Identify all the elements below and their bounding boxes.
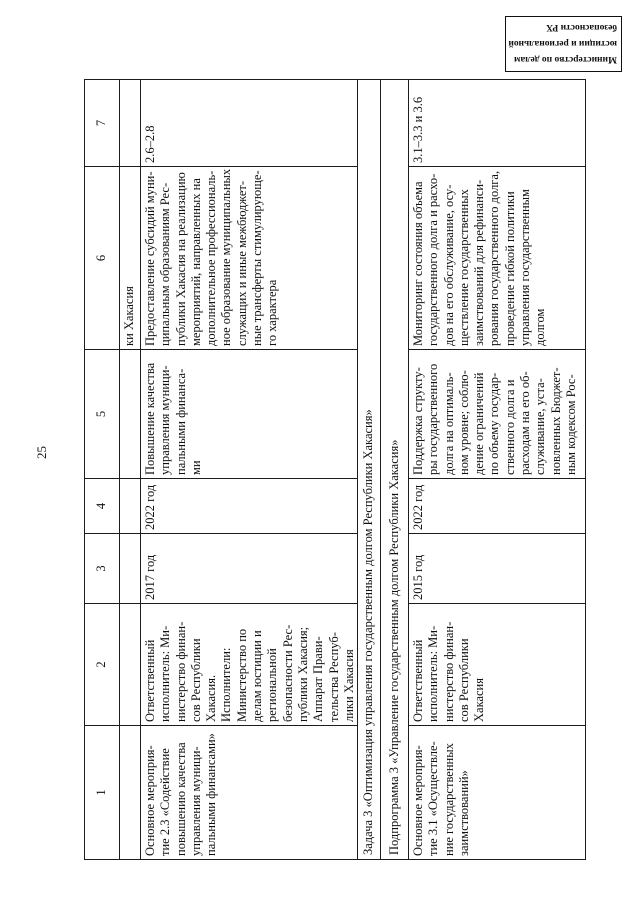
header-cell-1: 1	[85, 725, 120, 859]
cell-executor: Ответственный исполнитель: Ми- нистерство финан- сов Республики Хакасия	[409, 603, 586, 725]
header-cell-3: 3	[85, 533, 120, 603]
cell-result	[120, 349, 141, 478]
subprogram-heading: Подпрограмма 3 «Управление государственным долгом Республики Хакасия»	[381, 79, 409, 859]
cell-indicators	[120, 79, 141, 166]
cell-start-year: 2015 год	[409, 533, 586, 603]
cell-directions: ки Хакасия	[120, 166, 141, 349]
header-cell-7: 7	[85, 79, 120, 166]
task-heading: Задача 3 «Оптимизация управления государственным долгом Республики Хакасия»	[358, 79, 381, 859]
cell-result: Поддержка структу- ры государственного долга на оптималь- ном уровне; соблю- дение ограничений по объему государ- ственного долга и расходам на его об- служивание, уста- новленных Бюджет- ным кодексом Рос-	[409, 349, 586, 478]
header-cell-5: 5	[85, 349, 120, 478]
cell-start-year	[120, 533, 141, 603]
stamp-line: безопасности РХ	[546, 22, 617, 32]
cell-directions: Предоставление субсидий муни- ципальным образованиям Рес- публики Хакасия на реализацию мероприятий, направленных на дополнительное профессиональ- ное образование муниципальных служащих и иные межбюджет- ные трансферты стимулирующе- го характера	[141, 166, 358, 349]
program-table	[84, 79, 586, 860]
cell-measure	[120, 725, 141, 859]
cell-executor: Ответственный исполнитель: Ми- нистерство финан- сов Республики Хакасия. Исполнители: Министерство по делам юстиции и региональной безопасности Рес- публики Хакасия; Аппарат Прави- тельства Респуб- лики Хакасия	[141, 603, 358, 725]
cell-indicators: 3.1–3.3 и 3.6	[409, 79, 586, 166]
cell-directions: Мониторинг состояния объема государственного долга и расхо- дов на его обслуживание, осу- ществление государственных заимствований для рефинанси- рования государственного долга, проведение гибкой политики управления государственным долгом	[409, 166, 586, 349]
cell-indicators: 2.6–2.8	[141, 79, 358, 166]
cell-end-year: 2022 год	[141, 478, 358, 533]
cell-result: Повышение качества управления муници- пальными финанса- ми	[141, 349, 358, 478]
cell-measure: Основное мероприя- тие 3.1 «Осуществле- ние государственных заимствований»	[409, 725, 586, 859]
cell-end-year: 2022 год	[409, 478, 586, 533]
cell-executor	[120, 603, 141, 725]
header-cell-6: 6	[85, 166, 120, 349]
cell-measure: Основное мероприя- тие 2.3 «Содействие повышению качества управления муници- пальными финансами»	[141, 725, 358, 859]
cell-start-year: 2017 год	[141, 533, 358, 603]
stamp-line: юстиции и региональной	[508, 38, 617, 48]
stamp-line: Министерство по делам	[513, 54, 617, 64]
header-cell-2: 2	[85, 603, 120, 725]
page-number: 25	[34, 446, 49, 459]
cell-end-year	[120, 478, 141, 533]
header-cell-4: 4	[85, 478, 120, 533]
